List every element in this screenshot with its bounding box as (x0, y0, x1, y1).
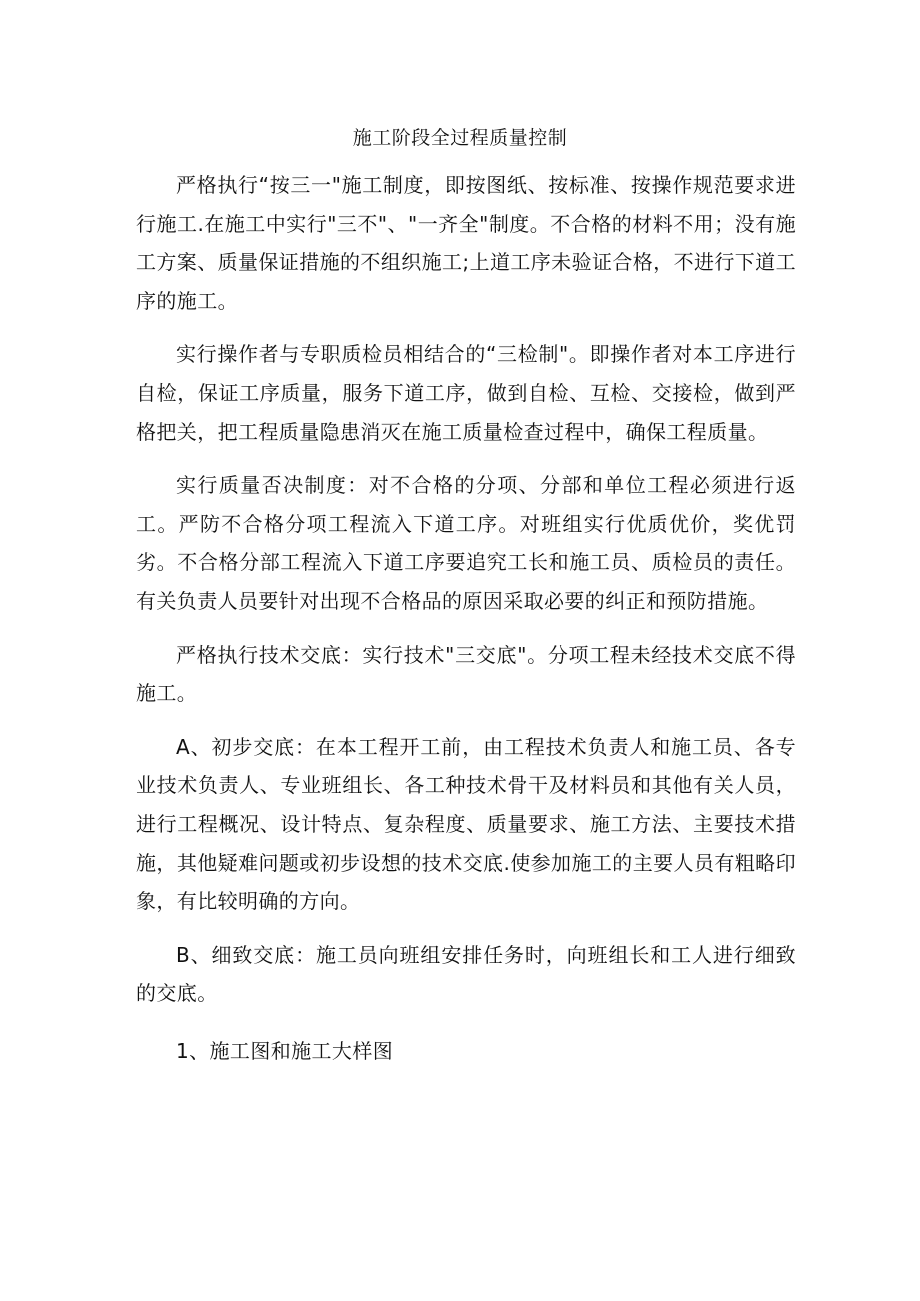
paragraph-three-inspection: 实行操作者与专职质检员相结合的“三检制"。即操作者对本工序进行自检，保证工序质量，服务下道工序，做到自检、互检、交接检，做到严格把关，把工程质量隐患消灭在施工质量检查过程中，确保工程质量。 (136, 342, 796, 444)
paragraph-quality-veto: 实行质量否决制度：对不合格的分项、分部和单位工程必须进行返工。严防不合格分项工程流入下道工序。对班组实行优质优价，奖优罚劣。不合格分部工程流入下道工序要追究工长和施工员、质检员的责任。有关负责人员要针对出现不合格品的原因采取必要的纠正和预防措施。 (136, 473, 796, 613)
paragraph-construction-system: 严格执行“按三一"施工制度，即按图纸、按标准、按操作规范要求进行施工.在施工中实行"三不"、"一齐全"制度。不合格的材料不用；没有施工方案、质量保证措施的不组织施工;上道工序未验证合格，不进行下道工序的施工。 (136, 173, 796, 313)
paragraph-drawings-item: 1、施工图和施工大样图 (176, 1038, 394, 1063)
paragraph-technical-briefing: 严格执行技术交底：实行技术"三交底"。分项工程未经技术交底不得施工。 (136, 642, 796, 706)
paragraph-detailed-briefing: B、细致交底：施工员向班组安排任务时，向班组长和工人进行细致的交底。 (136, 942, 796, 1006)
paragraph-initial-briefing: A、初步交底：在本工程开工前，由工程技术负责人和施工员、各专业技术负责人、专业班组长、各工种技术骨干及材料员和其他有关人员，进行工程概况、设计特点、复杂程度、质量要求、施工方法、主要技术措施，其他疑难问题或初步设想的技术交底.使参加施工的主要人员有粗略印象，有比较明确的方向。 (136, 734, 796, 914)
document-title: 施工阶段全过程质量控制 (352, 127, 568, 149)
document-body (136, 166, 796, 1085)
